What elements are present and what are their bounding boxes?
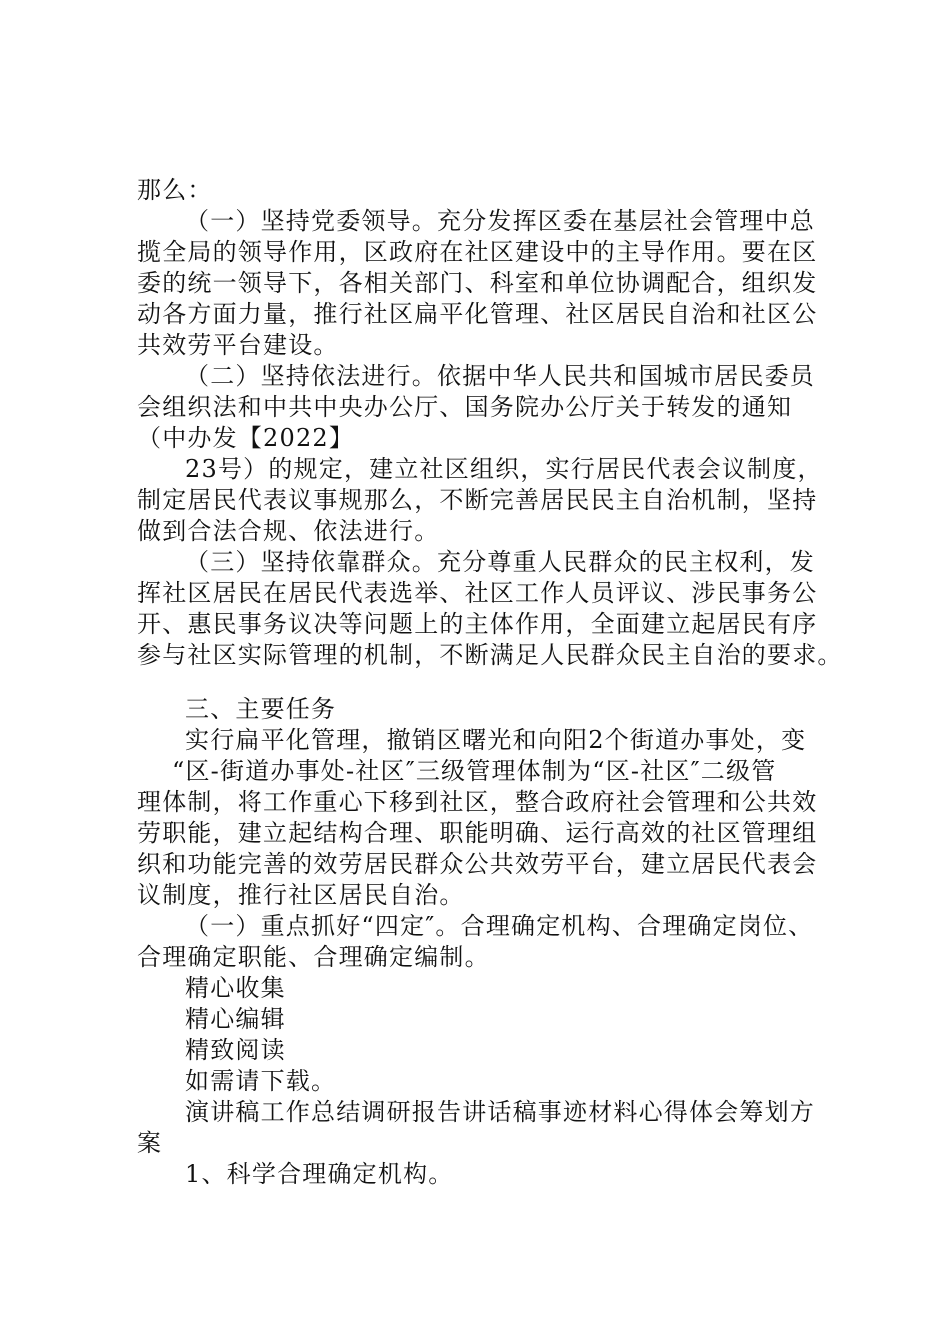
paragraph-heading-3: （三）坚持依靠群众。充分尊重人民群众的民主权利，发 bbox=[185, 548, 815, 576]
text-line: 会组织法和中共中央办公厅、国务院办公厅关于转发的通知 bbox=[137, 393, 793, 421]
paragraph-heading-4: （一）重点抓好“四定″。合理确定机构、合理确定岗位、 bbox=[185, 912, 814, 940]
text-line: 演讲稿工作总结调研报告讲话稿事迹材料心得体会筹划方 bbox=[185, 1098, 815, 1126]
text-line: 揽全局的领导作用，区政府在社区建设中的主导作用。要在区 bbox=[137, 238, 818, 266]
text-line: 共效劳平台建设。 bbox=[137, 331, 339, 359]
text-line: 精心编辑 bbox=[185, 1005, 286, 1033]
paragraph-heading-2: （二）坚持依法进行。依据中华人民共和国城市居民委员 bbox=[185, 362, 815, 390]
section-heading: 三、主要任务 bbox=[185, 695, 337, 723]
paragraph-heading-1: （一）坚持党委领导。充分发挥区委在基层社会管理中总 bbox=[185, 207, 815, 235]
text-line: 实行扁平化管理，撤销区曙光和向阳2个街道办事处，变 bbox=[185, 726, 807, 754]
text-line: 制定居民代表议事规那么，不断完善居民民主自治机制，坚持 bbox=[137, 486, 818, 514]
text-line: 精致阅读 bbox=[185, 1036, 286, 1064]
text-line: 动各方面力量，推行社区扁平化管理、社区居民自治和社区公 bbox=[137, 300, 818, 328]
text-line: 那么： bbox=[137, 176, 213, 204]
text-line: “区-街道办事处-社区″三级管理体制为“区-社区″二级管 bbox=[172, 757, 777, 785]
text-line: 委的统一领导下，各相关部门、科室和单位协调配合，组织发 bbox=[137, 269, 818, 297]
text-line: 案 bbox=[137, 1129, 163, 1157]
text-line: 劳职能，建立起结构合理、职能明确、运行高效的社区管理组 bbox=[137, 819, 818, 847]
text-line: （中办发【2022】 bbox=[137, 424, 355, 452]
text-line: 1、科学合理确定机构。 bbox=[185, 1160, 454, 1188]
text-line: 做到合法合规、依法进行。 bbox=[137, 517, 440, 545]
text-line: 议制度，推行社区居民自治。 bbox=[137, 881, 465, 909]
text-line: 挥社区居民在居民代表选举、社区工作人员评议、涉民事务公 bbox=[137, 579, 818, 607]
text-line: 合理确定职能、合理确定编制。 bbox=[137, 943, 490, 971]
text-line: 开、惠民事务议决等问题上的主体作用，全面建立起居民有序 bbox=[137, 610, 818, 638]
text-line: 23号）的规定，建立社区组织，实行居民代表会议制度， bbox=[185, 455, 823, 483]
text-line: 织和功能完善的效劳居民群众公共效劳平台，建立居民代表会 bbox=[137, 850, 818, 878]
text-line: 理体制，将工作重心下移到社区，整合政府社会管理和公共效 bbox=[137, 788, 818, 816]
text-line: 精心收集 bbox=[185, 974, 286, 1002]
text-line: 参与社区实际管理的机制，不断满足人民群众民主自治的要求。 bbox=[137, 641, 843, 669]
text-line: 如需请下载。 bbox=[185, 1067, 337, 1095]
